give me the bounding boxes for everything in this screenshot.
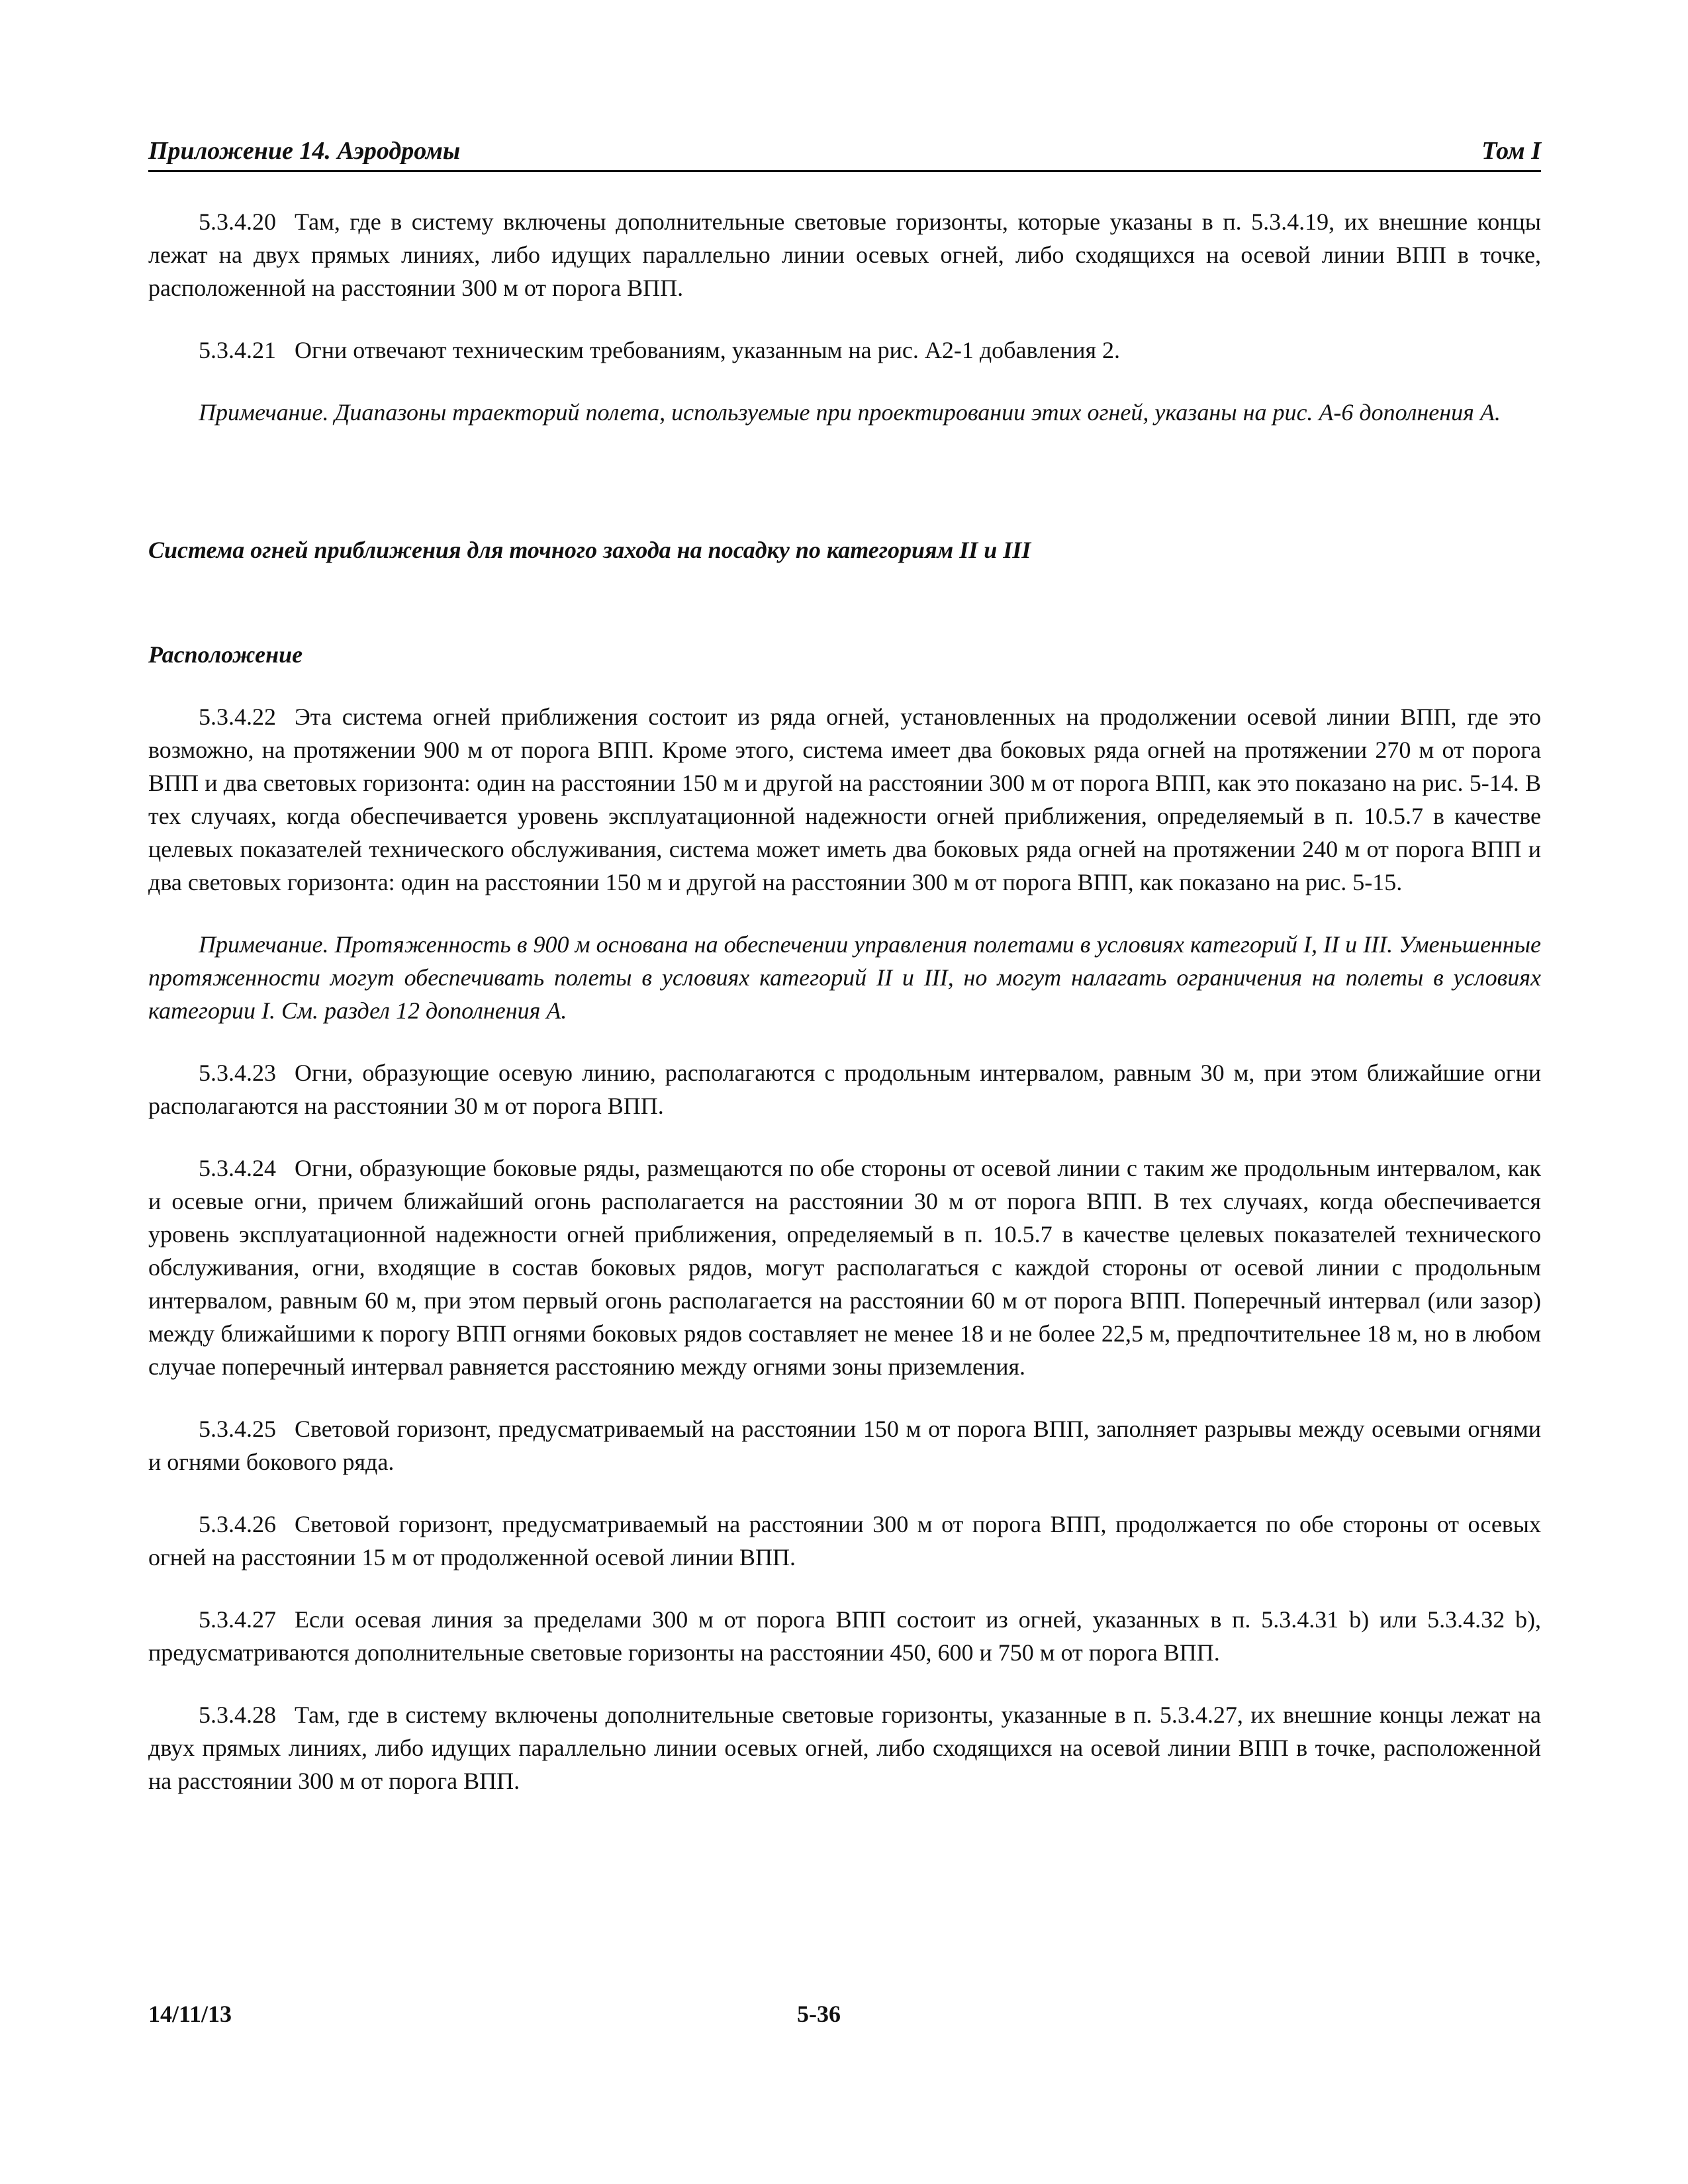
footer-page-number: 5-36 — [797, 2001, 841, 2027]
subsection-title: Расположение — [148, 641, 303, 668]
document-page — [148, 136, 1541, 1797]
paragraph-5-3-4-26 — [148, 1508, 1541, 1574]
paragraph-number: 5.3.4.28 — [199, 1702, 276, 1728]
note-900m-length: Примечание. Протяженность в 900 м основана на обеспечении управления полетами в условиях категорий I, II и III. Уменьшенные протяженности могут обеспечивать полеты в условиях категорий II и III, но могут налагать ограничения на полеты в условиях категории I. См. раздел 12 дополнения А. — [148, 931, 1541, 1024]
section-title: Система огней приближения для точного захода на посадку по категориям II и III — [148, 537, 1031, 563]
paragraph-number: 5.3.4.20 — [199, 208, 276, 235]
paragraph-number: 5.3.4.21 — [199, 337, 276, 363]
paragraph-5-3-4-28 — [148, 1698, 1541, 1797]
paragraph-number: 5.3.4.23 — [199, 1060, 276, 1086]
paragraph-5-3-4-21 — [148, 334, 1541, 367]
paragraph-text: Огни, образующие осевую линию, располагаются с продольным интервалом, равным 30 м, при этом ближайшие огни располагаются на расстоянии 30 м от порога ВПП. — [148, 1060, 1541, 1119]
paragraph-text: Огни отвечают техническим требованиям, указанным на рис. А2-1 добавления 2. — [295, 337, 1121, 363]
paragraph-number: 5.3.4.25 — [199, 1416, 276, 1442]
paragraph-5-3-4-23 — [148, 1056, 1541, 1122]
paragraph-5-3-4-25 — [148, 1412, 1541, 1479]
paragraph-number: 5.3.4.24 — [199, 1155, 276, 1181]
footer-date: 14/11/13 — [148, 2001, 232, 2027]
header-volume: Том I — [1481, 137, 1541, 165]
paragraph-text: Эта система огней приближения состоит из ряда огней, установленных на продолжении осевой линии ВПП, где это возможно, на протяжении 900 м от порога ВПП. Кроме этого, система имеет два боковых ряда огней на протяжении 270 м от порога ВПП и два световых горизонта: один на расстоянии 150 м и другой на расстоянии 300 м от порога ВПП, как это показано на рис. 5-14. В тех случаях, когда обеспечивается уровень эксплуатационной надежности огней приближения, определяемый в п. 10.5.7 в качестве целевых показателей технического обслуживания, система может иметь два боковых ряда огней на протяжении 240 м от порога ВПП и два световых горизонта: один на расстоянии 150 м и другой на расстоянии 300 м от порога ВПП, как показано на рис. 5-15. — [148, 704, 1541, 895]
header-document-title: Приложение 14. Аэродромы — [148, 137, 461, 165]
paragraph-5-3-4-20 — [148, 205, 1541, 304]
paragraph-number: 5.3.4.22 — [199, 704, 276, 730]
paragraph-number: 5.3.4.27 — [199, 1606, 276, 1633]
paragraph-text: Световой горизонт, предусматриваемый на расстоянии 300 м от порога ВПП, продолжается по обе стороны от осевых огней на расстоянии 15 м от продолженной осевой линии ВПП. — [148, 1511, 1541, 1570]
paragraph-5-3-4-27 — [148, 1603, 1541, 1669]
running-header — [148, 136, 1541, 172]
paragraph-text: Огни, образующие боковые ряды, размещаются по обе стороны от осевой линии с таким же продольным интервалом, как и осевые огни, причем ближайший огонь располагается на расстоянии 30 м от порога ВПП. В тех случаях, когда обеспечивается уровень эксплуатационной надежности огней приближения, определяемый в п. 10.5.7 в качестве целевых показателей технического обслуживания, огни, входящие в состав боковых рядов, могут располагаться с каждой стороны от осевой линии с продольным интервалом, равным 60 м, при этом первый огонь располагается на расстоянии 60 м от порога ВПП. Поперечный интервал (или зазор) между ближайшими к порогу ВПП огнями боковых рядов составляет не менее 18 и не более 22,5 м, предпочтительнее 18 м, но в любом случае поперечный интервал равняется расстоянию между огнями зоны приземления. — [148, 1155, 1541, 1380]
paragraph-text: Там, где в систему включены дополнительные световые горизонты, которые указаны в п. 5.3.4.19, их внешние концы лежат на двух прямых линиях, либо идущих параллельно линии осевых огней, либо сходящихся на осевой линии ВПП в точке, расположенной на расстоянии 300 м от порога ВПП. — [148, 208, 1541, 301]
paragraph-number: 5.3.4.26 — [199, 1511, 276, 1537]
paragraph-5-3-4-22 — [148, 700, 1541, 899]
paragraph-text: Световой горизонт, предусматриваемый на расстоянии 150 м от порога ВПП, заполняет разрывы между осевыми огнями и огнями бокового ряда. — [148, 1416, 1541, 1475]
note-flight-path-ranges: Примечание. Диапазоны траекторий полета, используемые при проектировании этих огней, указаны на рис. А-6 дополнения А. — [199, 399, 1501, 426]
paragraph-5-3-4-24 — [148, 1152, 1541, 1383]
paragraph-text: Если осевая линия за пределами 300 м от порога ВПП состоит из огней, указанных в п. 5.3.4.31 b) или 5.3.4.32 b), предусматриваются дополнительные световые горизонты на расстоянии 450, 600 и 750 м от порога ВПП. — [148, 1606, 1541, 1666]
paragraph-text: Там, где в систему включены дополнительные световые горизонты, указанные в п. 5.3.4.27, их внешние концы лежат на двух прямых линиях, либо идущих параллельно линии осевых огней, либо сходящихся на осевой линии ВПП в точке, расположенной на расстоянии 300 м от порога ВПП. — [148, 1702, 1541, 1794]
